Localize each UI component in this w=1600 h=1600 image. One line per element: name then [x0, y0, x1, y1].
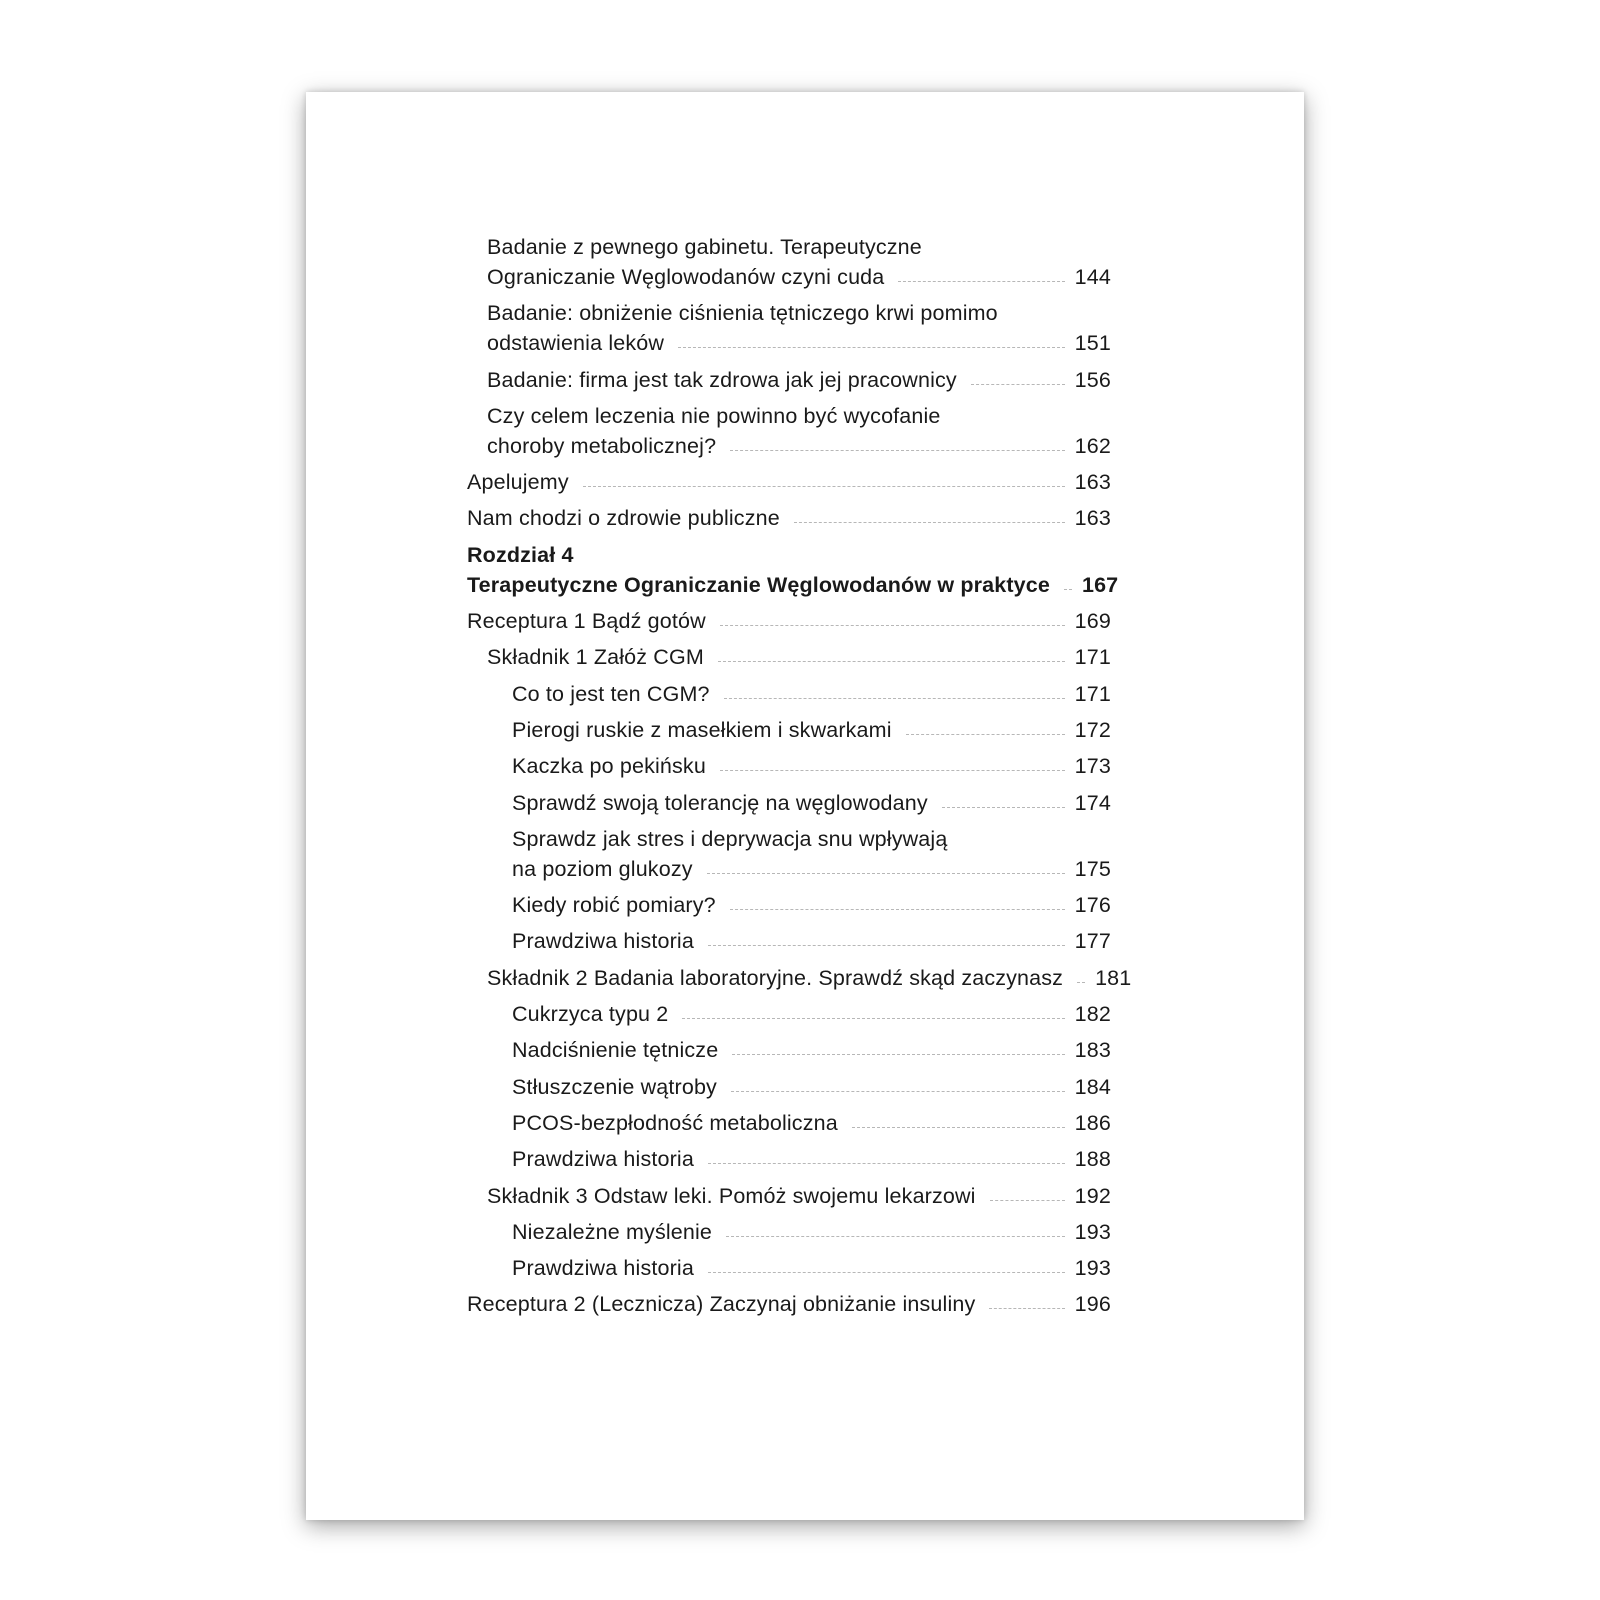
- toc-entry-title: PCOS-bezpłodność metaboliczna: [512, 1110, 838, 1135]
- toc-entry: [467, 1144, 1111, 1174]
- toc-entry-line: [467, 570, 1119, 600]
- toc-entry: [467, 365, 1111, 395]
- toc-entry-line: [487, 365, 1111, 395]
- book-page: [306, 92, 1304, 1520]
- toc-entry-title: Stłuszczenie wątroby: [512, 1074, 717, 1099]
- dotted-leader: [990, 1200, 1065, 1201]
- toc-page-number: 196: [1074, 1292, 1111, 1317]
- toc-entry: [467, 642, 1111, 672]
- toc-entry: [467, 401, 1111, 461]
- toc-entry: [467, 788, 1111, 818]
- toc-page-number: 183: [1074, 1038, 1111, 1063]
- toc-entry: [467, 540, 1119, 600]
- toc-entry-title: Pierogi ruskie z masełkiem i skwarkami: [512, 717, 892, 742]
- toc-entry: [467, 926, 1111, 956]
- toc-entry-title: Badanie: firma jest tak zdrowa jak jej pracownicy: [487, 367, 957, 392]
- toc-entry-title: na poziom glukozy: [512, 856, 693, 881]
- toc-entry-title: Kaczka po pekińsku: [512, 754, 706, 779]
- dotted-leader: [906, 734, 1065, 735]
- toc-page-number: 193: [1074, 1219, 1111, 1244]
- toc-entry-line: [512, 890, 1111, 920]
- toc-page-number: 176: [1074, 893, 1111, 918]
- toc-page-number: 156: [1074, 367, 1111, 392]
- toc-page-number: 171: [1074, 681, 1111, 706]
- dotted-leader: [720, 770, 1065, 771]
- dotted-leader: [971, 384, 1065, 385]
- toc-entry-title: Składnik 3 Odstaw leki. Pomóż swojemu lekarzowi: [487, 1183, 976, 1208]
- toc-page-number: 163: [1074, 470, 1111, 495]
- table-of-contents: [467, 232, 1132, 1326]
- toc-entry-title: Prawdziwa historia: [512, 1256, 694, 1281]
- toc-page-number: 175: [1074, 856, 1111, 881]
- toc-page-number: 172: [1074, 717, 1111, 742]
- toc-entry-line: [512, 1072, 1111, 1102]
- toc-entry-title: Sprawdź swoją tolerancję na węglowodany: [512, 790, 928, 815]
- toc-entry-line: [512, 1108, 1111, 1138]
- toc-entry-line: [467, 467, 1111, 497]
- dotted-leader: [720, 625, 1065, 626]
- toc-entry-line: [487, 431, 1111, 461]
- toc-entry-line: [512, 926, 1111, 956]
- toc-page-number: 163: [1074, 506, 1111, 531]
- toc-page-number: 169: [1074, 609, 1111, 634]
- toc-entry-title: Terapeutyczne Ograniczanie Węglowodanów w praktyce: [467, 572, 1050, 597]
- toc-entry: [467, 1181, 1111, 1211]
- toc-page-number: 144: [1074, 265, 1111, 289]
- toc-page-number: 186: [1074, 1110, 1111, 1135]
- toc-entry: [467, 232, 1111, 292]
- toc-entry: [467, 963, 1132, 993]
- dotted-leader: [730, 909, 1065, 910]
- toc-entry-line: [487, 262, 1111, 292]
- toc-entry-title: choroby metabolicznej?: [487, 433, 717, 458]
- toc-entry-title: Cukrzyca typu 2: [512, 1002, 669, 1027]
- toc-entry-line: [512, 715, 1111, 745]
- toc-entry: [467, 824, 1111, 884]
- toc-entry-title: Co to jest ten CGM?: [512, 681, 710, 706]
- toc-entry-title: Ograniczanie Węglowodanów czyni cuda: [487, 265, 885, 289]
- toc-entry-title: Receptura 1 Bądź gotów: [467, 609, 706, 634]
- toc-page-number: 167: [1081, 572, 1119, 597]
- toc-entry-title: Niezależne myślenie: [512, 1219, 713, 1244]
- toc-entry-line: [512, 1144, 1111, 1174]
- toc-entry-title: Receptura 2 (Lecznicza) Zaczynaj obniżanie insuliny: [467, 1292, 976, 1317]
- dotted-leader: [942, 807, 1065, 808]
- toc-entry-line: [487, 963, 1132, 993]
- toc-entry: [467, 1035, 1111, 1065]
- toc-page-number: 177: [1074, 929, 1111, 954]
- toc-page-number: 184: [1074, 1074, 1111, 1099]
- toc-entry: [467, 1072, 1111, 1102]
- toc-entry: [467, 715, 1111, 745]
- toc-entry: [467, 1253, 1111, 1283]
- toc-page-number: 162: [1074, 433, 1111, 458]
- toc-entry-line: [512, 1035, 1111, 1065]
- toc-entry: [467, 751, 1111, 781]
- toc-entry-title: Apelujemy: [467, 470, 569, 495]
- dotted-leader: [708, 1272, 1065, 1273]
- toc-entry-title: Składnik 2 Badania laboratoryjne. Sprawdź skąd zaczynasz: [487, 965, 1064, 990]
- toc-entry-title: Nadciśnienie tętnicze: [512, 1038, 719, 1063]
- toc-page-number: 151: [1074, 331, 1111, 356]
- toc-entry-title: Składnik 1 Załóż CGM: [487, 645, 704, 670]
- dotted-leader: [583, 486, 1065, 487]
- toc-entry: [467, 606, 1111, 636]
- toc-entry-line: [487, 642, 1111, 672]
- toc-page-number: 174: [1074, 790, 1111, 815]
- toc-entry-line: [512, 1253, 1111, 1283]
- dotted-leader: [682, 1018, 1064, 1019]
- dotted-leader: [724, 698, 1065, 699]
- toc-page-number: 193: [1074, 1256, 1111, 1281]
- toc-page-number: 173: [1074, 754, 1111, 779]
- toc-entry-line: [467, 1289, 1111, 1319]
- toc-entry: [467, 679, 1111, 709]
- toc-entry: [467, 999, 1111, 1029]
- dotted-leader: [726, 1236, 1065, 1237]
- toc-entry-title-line: Badanie: obniżenie ciśnienia tętniczego krwi pomimo: [487, 301, 998, 326]
- toc-entry-line: [512, 788, 1111, 818]
- toc-entry-title: Nam chodzi o zdrowie publiczne: [467, 506, 780, 531]
- toc-page-number: 182: [1074, 1002, 1111, 1027]
- toc-entry-line: [512, 854, 1111, 884]
- toc-entry: [467, 890, 1111, 920]
- toc-entry-title: odstawienia leków: [487, 331, 665, 356]
- toc-page-number: 181: [1095, 965, 1132, 990]
- toc-entry: [467, 298, 1111, 358]
- toc-entry: [467, 1108, 1111, 1138]
- dotted-leader: [707, 873, 1065, 874]
- toc-entry-line: [467, 503, 1111, 533]
- toc-entry-title: Prawdziwa historia: [512, 929, 694, 954]
- toc-entry-line: [487, 1181, 1111, 1211]
- toc-entry: [467, 1289, 1111, 1319]
- chapter-label: Rozdział 4: [467, 542, 574, 567]
- toc-page-number: 192: [1074, 1183, 1111, 1208]
- dotted-leader: [989, 1308, 1064, 1309]
- toc-entry: [467, 1217, 1111, 1247]
- toc-entry-line: [467, 606, 1111, 636]
- toc-entry-line: [487, 328, 1111, 358]
- toc-entry-title: Kiedy robić pomiary?: [512, 893, 716, 918]
- dotted-leader: [730, 450, 1064, 451]
- dotted-leader: [732, 1054, 1064, 1055]
- dotted-leader: [708, 1163, 1065, 1164]
- dotted-leader: [794, 522, 1065, 523]
- toc-entry: [467, 467, 1111, 497]
- toc-entry-line: [512, 751, 1111, 781]
- dotted-leader: [1077, 982, 1085, 983]
- toc-entry-line: [512, 999, 1111, 1029]
- toc-entry-title-line: Badanie z pewnego gabinetu. Terapeutyczne: [487, 235, 922, 259]
- toc-page-number: 171: [1074, 645, 1111, 670]
- dotted-leader: [1064, 589, 1072, 590]
- dotted-leader: [718, 661, 1065, 662]
- dotted-leader: [852, 1127, 1065, 1128]
- toc-entry-line: [512, 679, 1111, 709]
- dotted-leader: [731, 1091, 1065, 1092]
- toc-page-number: 188: [1074, 1147, 1111, 1172]
- toc-entry: [467, 503, 1111, 533]
- toc-entry-line: [512, 1217, 1111, 1247]
- dotted-leader: [898, 281, 1064, 282]
- toc-entry-title-line: Czy celem leczenia nie powinno być wycofanie: [487, 403, 941, 428]
- toc-entry-title: Prawdziwa historia: [512, 1147, 694, 1172]
- dotted-leader: [708, 945, 1065, 946]
- toc-entry-title-line: Sprawdz jak stres i deprywacja snu wpływają: [512, 826, 948, 851]
- dotted-leader: [678, 347, 1065, 348]
